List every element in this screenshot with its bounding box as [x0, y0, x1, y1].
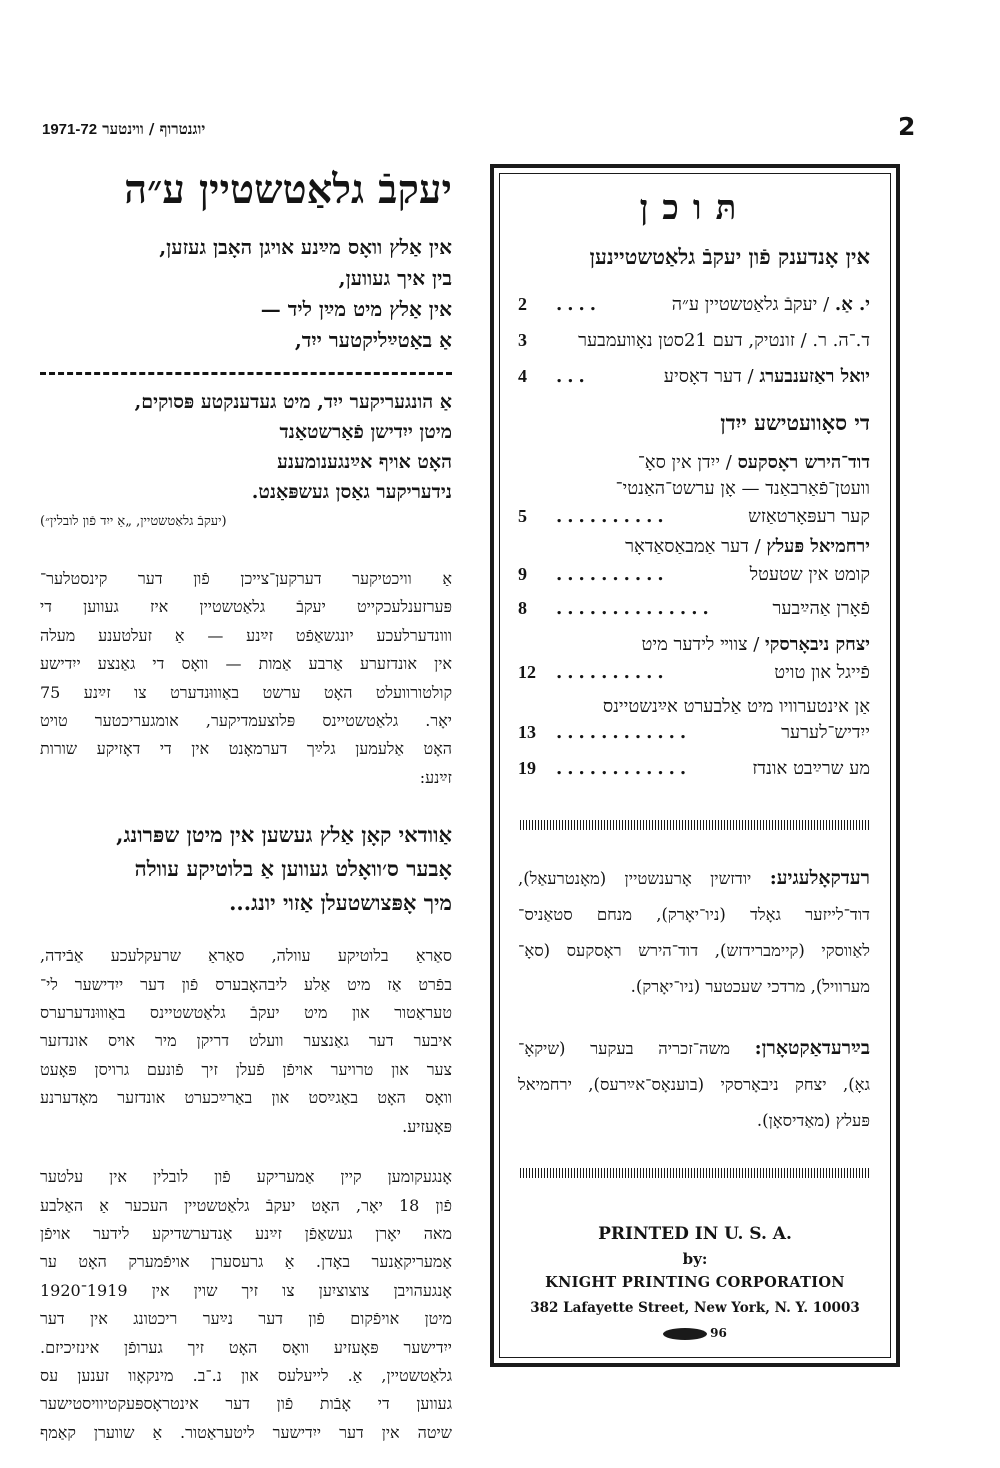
associate-editors-text: גאָ), יצחק ניבאָרסקי (בוענאָס־אײַרעס), ירחמיאל: [518, 1075, 870, 1094]
union-number: 96: [710, 1326, 727, 1340]
paragraph: [40, 565, 452, 792]
editors-text: יודזשין אָרענשטיין (מאָנטרעאַל),: [518, 869, 752, 888]
toc-entry-author: ד.־ה. ר.: [812, 330, 870, 351]
text-line: זײַנע:: [419, 767, 452, 787]
toc-entry-title: זונטיק, דעם 21סטן נאָוועמבער: [578, 330, 795, 351]
toc-entry-page: 9: [518, 564, 527, 584]
toc-entry-title: פֿייגל און טויט: [774, 662, 870, 683]
verse-line: אין אַלץ מיט מײַן ליד —: [260, 297, 452, 321]
paragraph: [40, 942, 452, 1141]
leader-dots: ..........: [556, 564, 669, 585]
toc-entry-title: ייִדיש־לערער: [781, 722, 870, 743]
leader-dots: ....: [556, 294, 602, 315]
text-line: בפֿרט אַז מיט אַלע ליבהאָבערס פֿון דער ייִדישער לי־: [40, 974, 452, 994]
text-line: אָנגעהויבן צוצוציִען צו זיך שוין אין 1919־1920: [40, 1280, 452, 1300]
toc-entry[interactable]: [518, 598, 870, 624]
leader-dots: ...: [556, 366, 590, 387]
toc-entry-title: ייִדן אין סאָ־: [637, 452, 721, 473]
toc-entry-continued: [518, 506, 870, 532]
printer-name: KNIGHT PRINTING CORPORATION: [545, 1274, 845, 1291]
toc-entry-continued: [518, 478, 870, 504]
leader-dots: ..............: [556, 598, 714, 619]
toc-entry-author: י. אַ.: [834, 294, 870, 315]
toc-entry[interactable]: ד.־ה. ר. / זונטיק, דעם 21סטן נאָוועמבער 3: [518, 330, 870, 351]
running-head-year: 1971-72: [42, 121, 98, 138]
editors-text: מערוויל), מרדכי שעכטער (ניו־יאָרק).: [630, 977, 870, 996]
toc-entry-title: מע שרײַבט אונדז: [752, 758, 870, 779]
associate-editors-text: משה־זכריה בעקער (שיקאָ־: [518, 1039, 731, 1058]
editors-text: דוד־לייזער גאָלד (ניו־יאָרק), מנחם סטאַניס־: [518, 905, 870, 924]
leader-dots: ..........: [556, 506, 669, 527]
quote-line: אָבער ס׳וואָלט געווען אַ בלוטיקע עוולה: [134, 856, 452, 882]
text-line: אין אונדזערע אַרבע אַמות — וואָס די גאַנצע ייִדישע: [40, 654, 452, 674]
toc-entry-title: יעקבֿ גלאַטשטיין ע״ה: [671, 294, 818, 315]
text-line: איבער דער גאַנצער וועלט דריקן מיר אויס אונדזער: [40, 1031, 452, 1051]
text-line: יאָר. גלאַטשטיינס פּלוצעמדיקער, אומגעריכטער טויט: [40, 711, 452, 731]
text-line: געווען די אָבֿות פֿון דער אינטראָספּעקטיוויסטישער: [40, 1394, 452, 1414]
toc-entry-page: 13: [518, 722, 536, 742]
toc-entry-title: צווײ לידער מיט: [641, 634, 748, 655]
table-of-contents-box: [490, 164, 900, 1367]
toc-entry-author: יצחק ניבאָרסקי: [765, 634, 870, 655]
editorial-board: [518, 860, 870, 1005]
epigraph-attribution: (יעקבֿ גלאַטשטיין, „אַ ייִד פֿון לובלין״): [40, 514, 227, 529]
toc-entry-title: פֿאָרן אַהײַבער: [772, 598, 870, 619]
toc-entry-title: דער אַמבאַסאַדאָר: [625, 536, 749, 557]
leader-dots: ............: [556, 758, 692, 779]
text-line: שיטה אין דער ייִדישער ליטעראַטור. אַ שווערן קאַמף: [40, 1422, 452, 1442]
text-line: מאה יאָרן געשאַפֿן זײַנע אַנדערשדיקע לידער אויפֿן: [40, 1223, 452, 1243]
printer-address: 382 Lafayette Street, New York, N. Y. 10003: [530, 1300, 860, 1316]
text-line: סאַראַ בלוטיקע עוולה, סאַראַ שרעקלעכע אַבֿידה,: [40, 946, 452, 966]
toc-entry-author: יואל ראַזענבערג: [759, 366, 870, 387]
toc-entry-continued: [518, 662, 870, 688]
epigraph-verse-2: [40, 387, 452, 507]
text-line: צער און טרויער אויפֿן פֿעלן זיך פֿונעם גרויסן פּאָעט: [40, 1059, 452, 1079]
editors-text: לאַווסקי (קיימברידזש), דוד־הירש ראָסקעס (סאָ־: [518, 941, 870, 960]
toc-entry-continued: [518, 564, 870, 590]
epigraph-verse: [40, 232, 452, 356]
verse-line: אין אַלץ וואָס מײַנע אויגן האָבן געזען,: [159, 235, 452, 259]
associate-editors-text: פּעלץ (מאַדיסאָן).: [756, 1111, 870, 1130]
toc-entry-page: 4: [518, 366, 527, 386]
toc-entry-page: 8: [518, 598, 527, 618]
toc-entry-title: קומט אין שטעטל: [749, 564, 870, 585]
text-line: קולטורוועלט האָט ערשט באַוווּנדערט צו זײַנע 75: [40, 682, 452, 702]
toc-entry[interactable]: יצחק ניבאָרסקי / צווײ לידער מיט: [641, 634, 870, 655]
verse-line: בין איך געווען,: [338, 266, 452, 290]
text-line: האָט אַלעמען גלײַך דערמאָנט אין די דאָזיקע שורות: [40, 739, 452, 759]
toc-entry-author: דוד־הירש ראָסקעס: [737, 452, 870, 473]
union-label: [494, 1326, 896, 1340]
text-line: פּערזענלעכקייט יעקבֿ גלאַטשטיין איז געווען די: [40, 597, 452, 617]
quote-line: מיך אָפּצושטעלן אַזוי יונג...: [229, 890, 452, 916]
leader-dots: ............: [556, 722, 692, 743]
toc-entry-page: 3: [518, 330, 527, 350]
text-line: אַ וויכטיקער דערקען־צייכן פֿון דער קינסטלער־: [40, 569, 452, 588]
text-line: וואָס האָט באַגײַסט און באַרײַכערט אונדזער מאָדערנע: [40, 1088, 452, 1108]
toc-entry-page: 19: [518, 758, 536, 778]
block-quote: [40, 818, 452, 920]
editors-label: רעדקאָלעגיע:: [769, 867, 870, 889]
toc-section-heading: די סאָוועטישע ייִדן: [720, 410, 870, 435]
toc-section-heading: אין אָנדענק פֿון יעקבֿ גלאַטשטיינען: [589, 244, 870, 269]
running-head-magazine: יוגנטרוף / ווינטער: [102, 120, 206, 138]
text-line: גלאַטשטיין, אַ. לייעלעס און נ.־ב. מינקאָוו זענען עס: [40, 1365, 452, 1385]
leader-dots: ..........: [556, 662, 669, 683]
verse-line: מיטן ייִדישן פֿאַרשטאַנד: [279, 421, 452, 443]
toc-entry[interactable]: י. אַ. / יעקבֿ גלאַטשטיין ע״ה .... 2: [518, 294, 870, 315]
article-column: [40, 160, 452, 1447]
text-line: ייִדישער פּאָעזיע וואָס האָט זיך גערופֿן אינזיכיזם.: [40, 1337, 452, 1357]
article-title: יעקבֿ גלאַטשטיין ע״ה: [124, 166, 452, 213]
verse-line: האָט אויף אײַנגענומענע: [277, 451, 452, 473]
verse-line: אַ הונגעריקער ייִד, מיט געדענקטע פּסוקים,: [134, 391, 452, 413]
running-head: [42, 120, 282, 139]
toc-entry[interactable]: ירחמיאל פּעלץ / דער אַמבאַסאַדאָר: [625, 536, 870, 557]
text-line: אַמעריקאַנער באָדן. אַ גרעסערן אויפֿמערק האָט ער: [40, 1252, 452, 1272]
hatched-divider: [520, 1168, 870, 1178]
toc-entry-continued: [518, 722, 870, 748]
toc-entry-title: קער רעפּאָרטאַזש: [748, 506, 870, 527]
associate-editors: [518, 1030, 870, 1139]
text-line: פֿון 18 יאָר, האָט יעקבֿ גלאַטשטיין העכער אַ האַלבע: [40, 1195, 453, 1215]
toc-entry-page: 12: [518, 662, 536, 682]
verse-line: אַ באַטײַליקטער ייִד,: [294, 328, 452, 352]
union-bug-icon: [663, 1328, 707, 1340]
imprint-by: by:: [682, 1250, 708, 1268]
associate-editors-label: בײַרעדאַקטאָרן:: [754, 1037, 870, 1059]
dashed-divider: [40, 372, 452, 375]
toc-entry-title: וועטן־פֿאַרבאַנד — אָן ערשט־האַנטי־: [615, 478, 870, 499]
text-line: ווונדערלעכע יונגשאַפֿט זײַנע — אַ זעלטענע מעלה: [40, 625, 452, 645]
text-line: פּאָעזיע.: [402, 1116, 452, 1136]
printed-in-usa: PRINTED IN U. S. A.: [598, 1224, 792, 1244]
quote-line: אַוודאי קאָן אַלץ געשען אין מיטן שפּרונג,: [116, 822, 452, 848]
toc-entry-title: דער דאָסיע: [663, 366, 742, 387]
page-number: 2: [898, 112, 916, 141]
verse-line: נידעריקער גאַסן געשפּאַנט.: [251, 481, 452, 503]
toc-entry-page: 5: [518, 506, 527, 526]
toc-heading: תּוכן: [639, 188, 751, 228]
toc-entry-author: ירחמיאל פּעלץ: [766, 536, 870, 557]
text-line: אָנגעקומען קיין אַמעריקע פֿון לובלין אין עלטער: [40, 1167, 452, 1187]
toc-entry-title: אַן אינטערוויו מיט אַלבערט אײַנשטיינס: [602, 696, 870, 717]
paragraph: [40, 1163, 452, 1447]
text-line: טעראַטור און מיט יעקבֿ גלאַטשטיינס באַוווּנדערערס: [40, 1003, 452, 1023]
toc-entry[interactable]: דוד־הירש ראָסקעס / ייִדן אין סאָ־: [637, 452, 870, 473]
toc-entry-page: 2: [518, 294, 527, 314]
toc-entry[interactable]: [518, 758, 870, 784]
toc-entry[interactable]: [518, 696, 870, 722]
text-line: מיטן אויפֿקום פֿון דער נײַער ריכטונג אין דער: [40, 1309, 452, 1329]
toc-entry[interactable]: יואל ראַזענבערג / דער דאָסיע ... 4: [518, 366, 870, 387]
hatched-divider: [520, 820, 870, 830]
